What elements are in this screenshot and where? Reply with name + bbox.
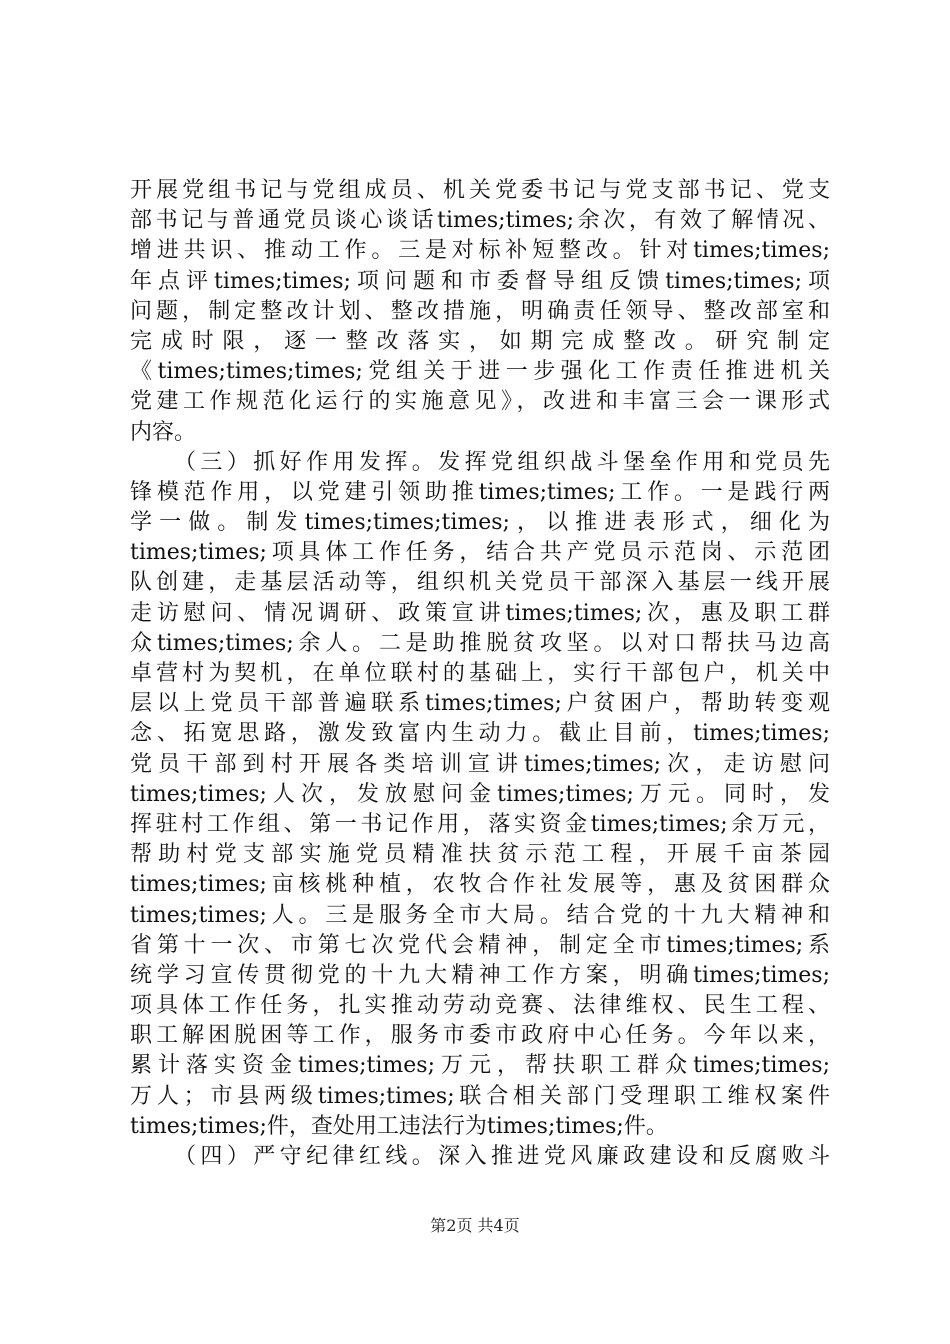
text-line: times;times;人。三是服务全市大局。结合党的十九大精神和: [130, 902, 830, 928]
text-line: （四）严守纪律红线。深入推进党风廉政建设和反腐败斗: [174, 1144, 830, 1169]
text-line: 开展党组书记与党组成员、机关党委书记与党支部书记、党支: [130, 178, 830, 203]
text-line: 念、拓宽思路，激发致富内生动力。截止目前，times;times;: [130, 721, 830, 747]
text-line: 《times;times;times;党组关于进一步强化工作责任推进机关: [130, 359, 830, 385]
text-line: 党员干部到村开展各类培训宣讲times;times;次，走访慰问: [130, 751, 830, 777]
text-line: times;times;人次，发放慰问金times;times;万元。同时，发: [130, 781, 830, 807]
text-line: 部书记与普通党员谈心谈话times;times;余次，有效了解情况、: [130, 208, 830, 234]
text-line: 党建工作规范化运行的实施意见》，改进和丰富三会一课形式: [130, 389, 830, 415]
text-line: （三）抓好作用发挥。发挥党组织战斗堡垒作用和党员先: [174, 449, 830, 475]
text-line: 增进共识、推动工作。三是对标补短整改。针对times;times;: [130, 238, 830, 264]
text-line: 层以上党员干部普遍联系times;times;户贫困户，帮助转变观: [130, 691, 830, 717]
text-line: 内容。: [130, 419, 197, 445]
text-line: 省第十一次、市第七次党代会精神，制定全市times;times;系: [130, 932, 830, 958]
text-line: 万人；市县两级times;times;联合相关部门受理职工维权案件: [130, 1083, 830, 1109]
text-line: 学一做。制发times;times;times;，以推进表形式，细化为: [130, 510, 830, 536]
text-line: 问题，制定整改计划、整改措施，明确责任领导、整改部室和: [130, 298, 830, 324]
text-line: 职工解困脱困等工作，服务市委市政府中心任务。今年以来，: [130, 1023, 830, 1049]
page-footer: 第2页 共4页: [430, 1216, 520, 1235]
text-line: 锋模范作用，以党建引领助推times;times;工作。一是践行两: [130, 479, 830, 505]
text-line: 帮助村党支部实施党员精准扶贫示范工程，开展千亩茶园: [130, 842, 830, 868]
body-text: [130, 176, 830, 1172]
text-line: 年点评times;times;项问题和市委督导组反馈times;times;项: [130, 268, 830, 294]
text-line: 走访慰问、情况调研、政策宣讲times;times;次，惠及职工群: [130, 600, 830, 626]
text-line: 众times;times;余人。二是助推脱贫攻坚。以对口帮扶马边高: [130, 630, 830, 656]
text-line: times;times;亩核桃种植，农牧合作社发展等，惠及贫困群众: [130, 872, 830, 898]
text-line: 项具体工作任务，扎实推动劳动竞赛、法律维权、民生工程、: [130, 993, 830, 1019]
text-line: 完成时限，逐一整改落实，如期完成整改。研究制定: [130, 328, 830, 354]
text-line: 累计落实资金times;times;万元，帮扶职工群众times;times;: [130, 1053, 830, 1079]
text-line: 挥驻村工作组、第一书记作用，落实资金times;times;余万元，: [130, 811, 830, 837]
text-line: times;times;项具体工作任务，结合共产党员示范岗、示范团: [130, 540, 830, 566]
text-line: times;times;件，查处用工违法行为times;times;件。: [130, 1113, 668, 1139]
text-line: 卓营村为契机，在单位联村的基础上，实行干部包户，机关中: [130, 661, 830, 686]
text-line: 队创建，走基层活动等，组织机关党员干部深入基层一线开展: [130, 570, 830, 596]
text-line: 统学习宣传贯彻党的十九大精神工作方案，明确times;times;: [130, 962, 830, 988]
